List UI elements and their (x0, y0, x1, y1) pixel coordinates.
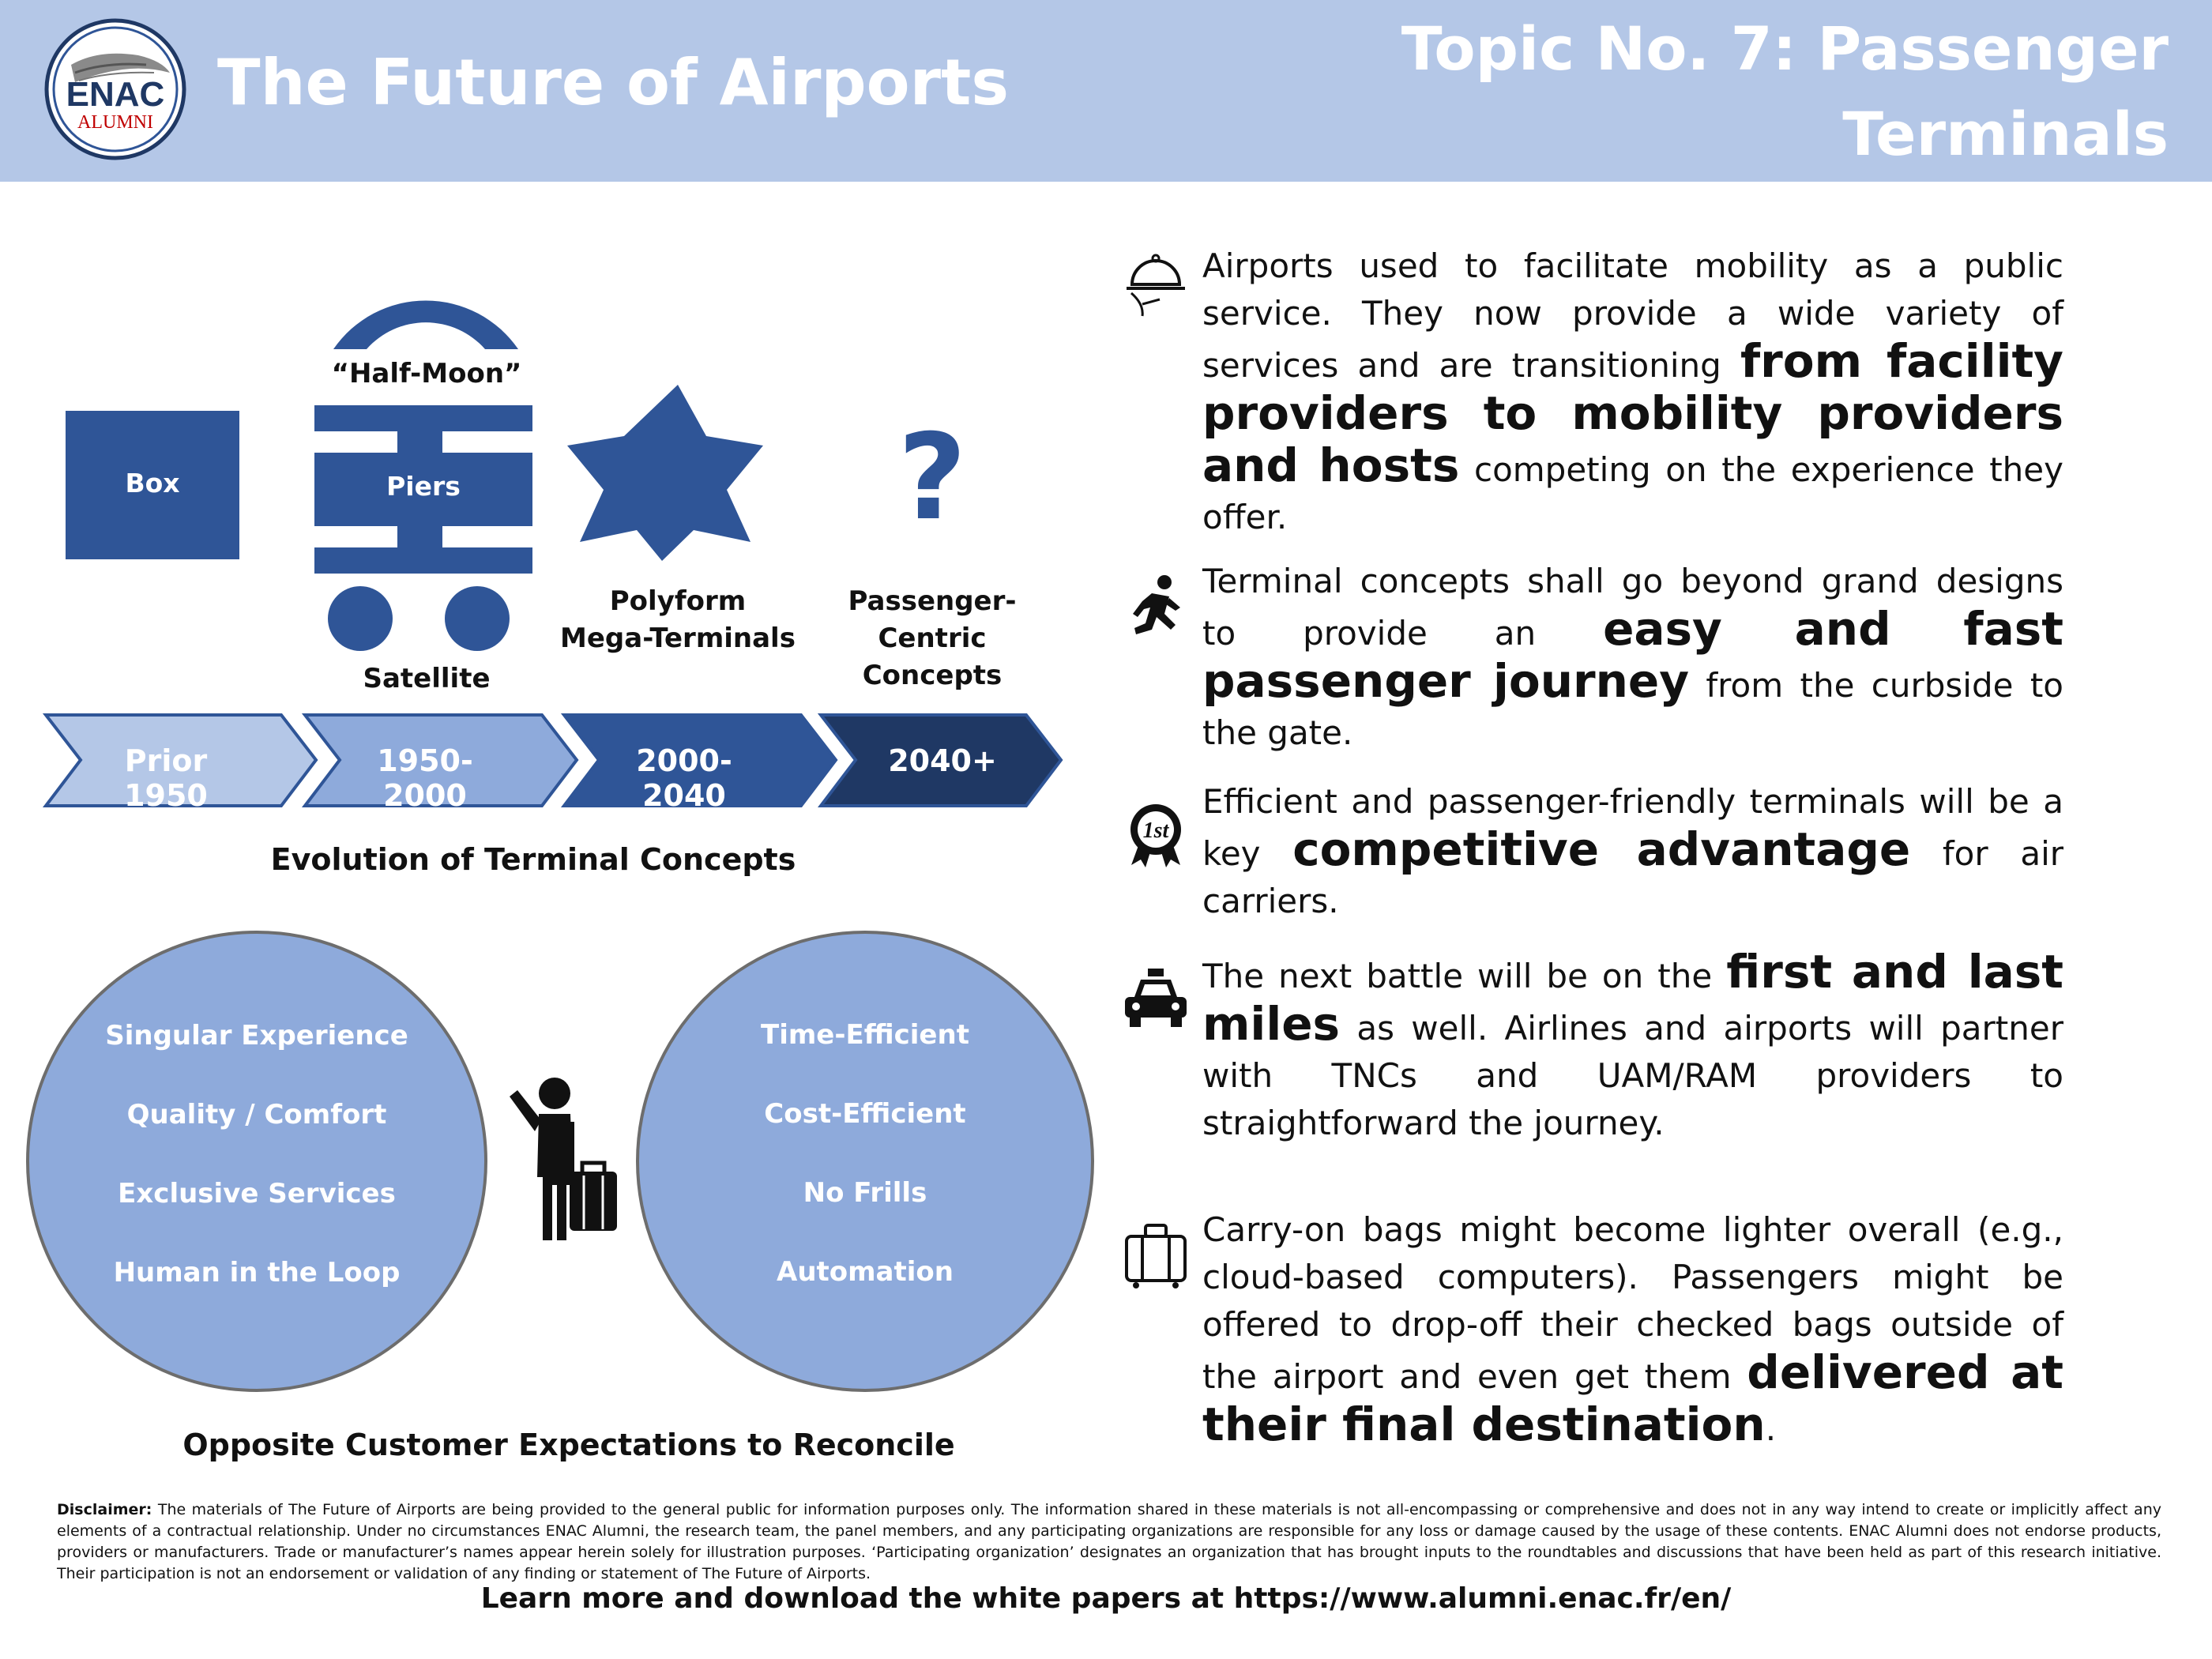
right-item-no-frills: No Frills (803, 1177, 927, 1209)
running-person-icon (1120, 573, 1191, 644)
p1-highlight: from facility providers to mobility providers and hosts (1202, 334, 2063, 492)
left-item-human-in-the-loop: Human in the Loop (113, 1257, 401, 1288)
enac-alumni-logo[interactable] (43, 17, 187, 161)
p2-text-b: from the curbside to the gate. (1202, 666, 2063, 752)
paragraph-lighter-bags (1202, 1206, 2063, 1453)
disclaimer-label: Disclaimer: (57, 1501, 152, 1518)
p3-highlight: competitive advantage (1292, 822, 1911, 876)
satellite-left-shape (328, 586, 393, 651)
right-item-time-efficient: Time-Efficient (761, 1019, 969, 1051)
p1-text-a: Airports used to facilitate mobility as a public service. They now provide a wide variety of services and are transitioning (1202, 246, 2063, 385)
period-2000-2040: 2000-2040 (636, 743, 732, 813)
p2-highlight: easy and fast passenger journey (1202, 602, 2063, 708)
white-papers-link[interactable]: Learn more and download the white papers at https://www.alumni.enac.fr/en/ (480, 1582, 1732, 1615)
p3-text-a: Efficient and passenger-friendly terminals will be a key (1202, 782, 2063, 873)
period-prior-1950: Prior 1950 (124, 743, 208, 813)
polyform-star-shape (567, 385, 763, 561)
passenger-centric-label (806, 583, 1059, 694)
paragraph-first-last-miles (1202, 945, 2063, 1147)
topic-title (1142, 6, 2169, 262)
p5-text-a: Carry-on bags might become lighter overall (e.g., cloud-based computers). Passengers might be offered to drop-off their checked bags outside of the airport and even get them (1202, 1210, 2063, 1396)
expectations-title: Opposite Customer Expectations to Reconcile (182, 1428, 955, 1462)
period-2040-plus: 2040+ (888, 743, 997, 778)
taxi-icon (1120, 964, 1191, 1035)
paragraph-competitive-advantage (1202, 778, 2063, 925)
left-expectations-circle (26, 931, 487, 1392)
evolution-title: Evolution of Terminal Concepts (270, 842, 796, 877)
p3-text-b: for air carriers. (1202, 834, 2063, 920)
satellite-right-shape (445, 586, 510, 651)
p4-highlight: first and last miles (1202, 945, 2063, 1051)
p1-text-b: competing on the experience they offer. (1202, 450, 2063, 536)
topic-title-line1: Topic No. 7: Passenger Terminals (1401, 13, 2169, 169)
polyform-label-line2: Mega-Terminals (560, 623, 796, 654)
disclaimer-text: The materials of The Future of Airports are being provided to the general public for information purposes only. The information shared in these materials is not all-encompassing or comprehensive and does not in any way intend to create or implicitly affect any elements of a contractual relationship. Under no circumstances ENAC Alumni, the research team, the panel members, and any participating organizations are responsible for any loss or damage caused by the usage of these contents. ENAC Alumni does not endorse products, providers or manufacturers. Trade or manufacturer’s names appear herein solely for illustration purposes. ‘Participating organization’ designates an organization that has brought inputs to the roundtables and discussions that have been held as part of this research initiative. Their participation is not an endorsement or validation of any finding or statement of The Future of Airports. (57, 1501, 2161, 1582)
right-expectations-circle (636, 931, 1094, 1392)
right-item-automation: Automation (777, 1256, 954, 1288)
polyform-label (559, 583, 796, 657)
p4-text-b: as well. Airlines and airports will partner with TNCs and UAM/RAM providers to straightforward the journey. (1202, 1009, 2063, 1142)
p5-highlight: delivered at their final destination (1202, 1345, 2063, 1451)
topic-title-line2: and Customer Experience (1301, 184, 2169, 254)
logo-text-alumni: ALUMNI (77, 112, 153, 133)
half-moon-shape (333, 300, 518, 349)
suitcase-icon (1120, 1221, 1191, 1292)
right-item-cost-efficient: Cost-Efficient (764, 1098, 966, 1130)
traveler-waving-icon (494, 1074, 628, 1248)
left-item-quality-comfort: Quality / Comfort (126, 1099, 387, 1130)
period-1950-2000: 1950-2000 (377, 743, 473, 813)
polyform-label-line1: Polyform (609, 585, 747, 617)
satellite-label: Satellite (363, 663, 491, 694)
passenger-centric-label-line1: Passenger-Centric (848, 585, 1017, 654)
box-label: Box (125, 468, 180, 498)
p5-text-b: . (1765, 1409, 1777, 1448)
left-item-singular-experience: Singular Experience (105, 1020, 408, 1051)
first-place-badge-icon (1120, 798, 1191, 869)
badge-text: 1st (1142, 818, 1169, 843)
disclaimer (57, 1499, 2161, 1585)
half-moon-label: “Half-Moon” (331, 358, 522, 389)
p2-text-a: Terminal concepts shall go beyond grand designs to provide an (1202, 562, 2063, 653)
paragraph-passenger-journey (1202, 558, 2063, 757)
question-mark: ? (897, 409, 967, 547)
logo-text-enac: ENAC (66, 75, 165, 114)
p4-text-a: The next battle will be on the (1202, 957, 1727, 995)
paragraph-mobility-providers (1202, 243, 2063, 541)
piers-label: Piers (314, 468, 532, 505)
left-item-exclusive-services: Exclusive Services (118, 1178, 396, 1209)
site-title: The Future of Airports (217, 46, 1009, 119)
passenger-centric-label-line2: Concepts (862, 660, 1003, 691)
service-cloche-icon (1120, 249, 1191, 320)
